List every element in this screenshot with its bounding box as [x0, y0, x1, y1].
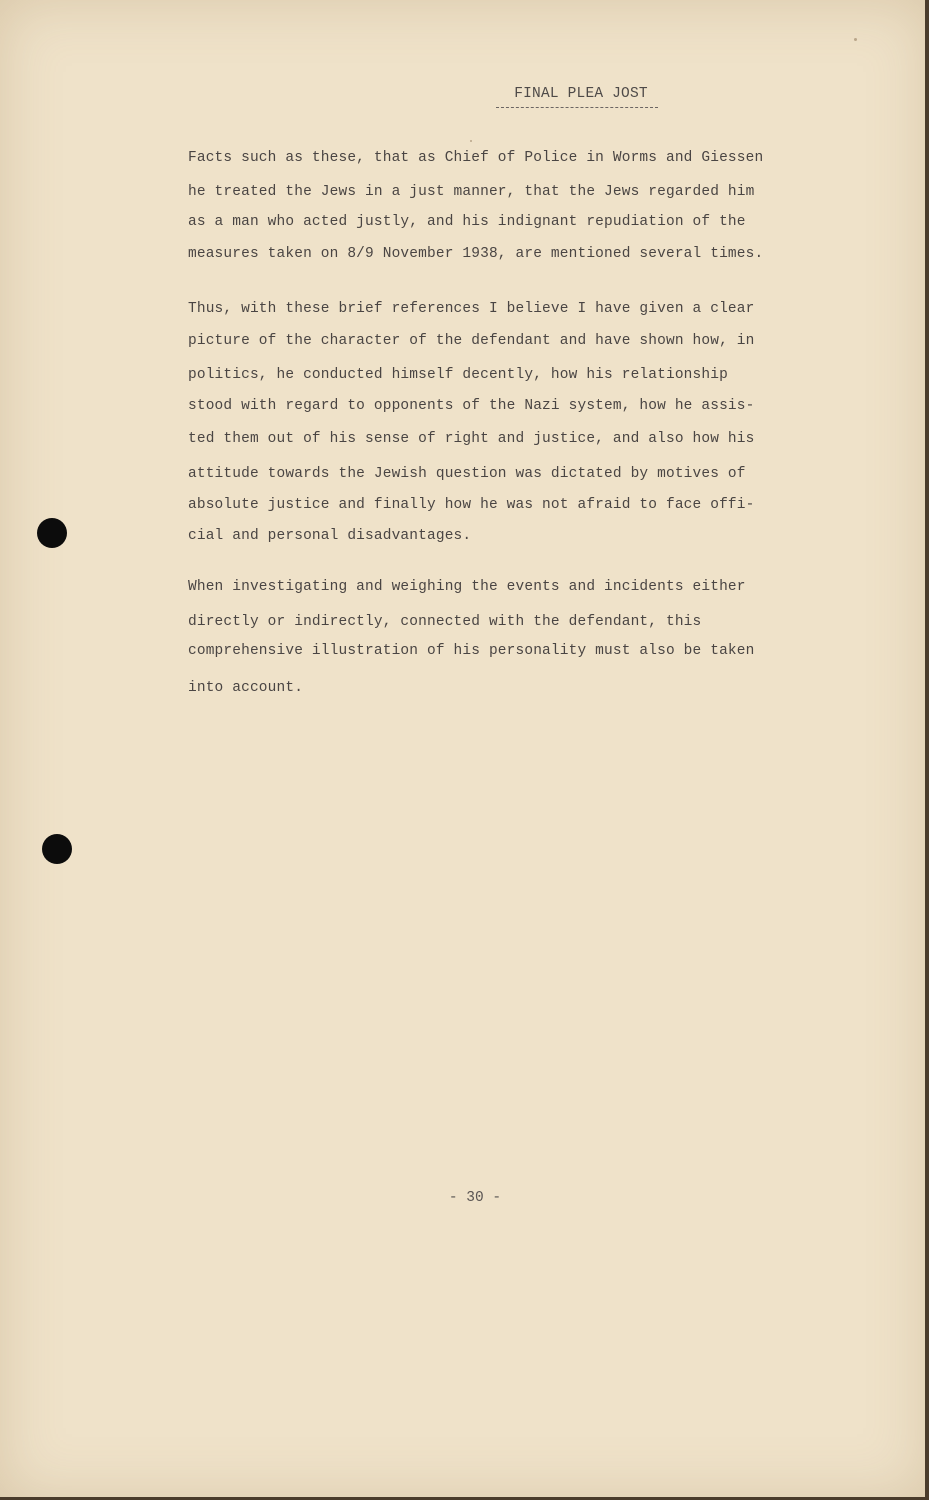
page-edge-right [925, 0, 929, 1500]
paper-speck [470, 140, 472, 142]
paragraph-1-line-2: he treated the Jews in a just manner, that the Jews regarded him [188, 184, 755, 200]
heading-underline [496, 107, 658, 108]
paragraph-3-line-4: into account. [188, 680, 304, 696]
paragraph-3-line-1: When investigating and weighing the events and incidents either [188, 579, 746, 595]
paragraph-2-line-2: picture of the character of the defendant and have shown how, in [188, 333, 755, 349]
paragraph-3-line-2: directly or indirectly, connected with the defendant, this [188, 614, 702, 630]
paragraph-2-line-3: politics, he conducted himself decently, how his relationship [188, 367, 728, 383]
paragraph-3-line-3: comprehensive illustration of his personality must also be taken [188, 643, 755, 659]
page-number: - 30 - [448, 1190, 502, 1206]
paragraph-2-line-1: Thus, with these brief references I believe I have given a clear [188, 301, 755, 317]
paragraph-2-line-7: absolute justice and finally how he was not afraid to face offi- [188, 497, 755, 513]
paragraph-2-line-4: stood with regard to opponents of the Nazi system, how he assis- [188, 398, 755, 414]
punch-hole [42, 834, 72, 864]
paragraph-1-line-4: measures taken on 8/9 November 1938, are mentioned several times. [188, 246, 764, 262]
paragraph-1-line-3: as a man who acted justly, and his indignant repudiation of the [188, 214, 746, 230]
paragraph-2-line-8: cial and personal disadvantages. [188, 528, 472, 544]
paragraph-2-line-5: ted them out of his sense of right and justice, and also how his [188, 431, 755, 447]
document-heading: FINAL PLEA JOST [514, 86, 648, 102]
paper-speck [854, 38, 857, 41]
paragraph-1-line-1: Facts such as these, that as Chief of Police in Worms and Giessen [188, 150, 764, 166]
paragraph-2-line-6: attitude towards the Jewish question was dictated by motives of [188, 466, 746, 482]
punch-hole [37, 518, 67, 548]
